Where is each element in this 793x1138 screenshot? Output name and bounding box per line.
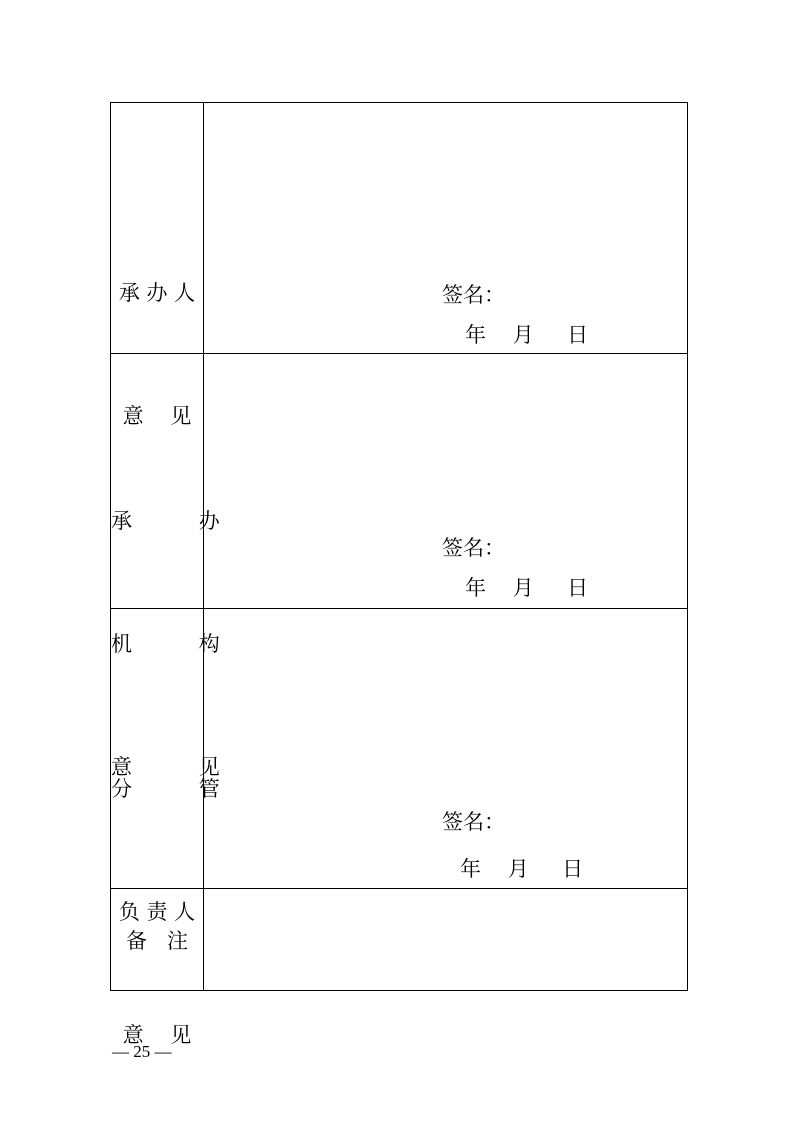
remarks-label: 备 注	[125, 929, 189, 953]
date-label: 年 月 日	[465, 323, 589, 347]
row-label-line: 承 办 人	[118, 281, 196, 305]
signature-label: 签名：	[442, 536, 505, 560]
form-row-remarks	[111, 889, 688, 991]
row-label-cell	[111, 354, 220, 779]
signature-label: 签名：	[442, 810, 505, 834]
row-label-line: 负 责 人	[118, 900, 196, 924]
date-label: 年 月 日	[465, 576, 589, 600]
form-row-handler-opinion	[111, 103, 688, 354]
form-row-supervisor-opinion	[111, 609, 688, 889]
form-row-handling-agency-opinion	[111, 354, 688, 609]
row-label-cell	[111, 889, 204, 991]
row-label-line: 意 见	[111, 755, 220, 779]
row-label-cell	[111, 103, 204, 428]
opinion-field[interactable]	[204, 609, 688, 889]
row-label-line: 机 构	[111, 632, 220, 656]
opinion-field[interactable]	[204, 103, 688, 354]
opinion-field[interactable]	[204, 354, 688, 609]
approval-form-table	[110, 102, 688, 1047]
row-label-line: 意 见	[122, 404, 192, 428]
row-label-line: 意 见	[122, 1023, 192, 1047]
date-label: 年 月 日	[460, 857, 584, 881]
signature-label: 签名：	[442, 283, 505, 307]
remarks-field[interactable]	[204, 889, 688, 991]
row-label-line: 承 办	[111, 509, 220, 533]
row-label-line: 分 管	[111, 777, 220, 801]
page-number: — 25 —	[112, 1042, 172, 1061]
